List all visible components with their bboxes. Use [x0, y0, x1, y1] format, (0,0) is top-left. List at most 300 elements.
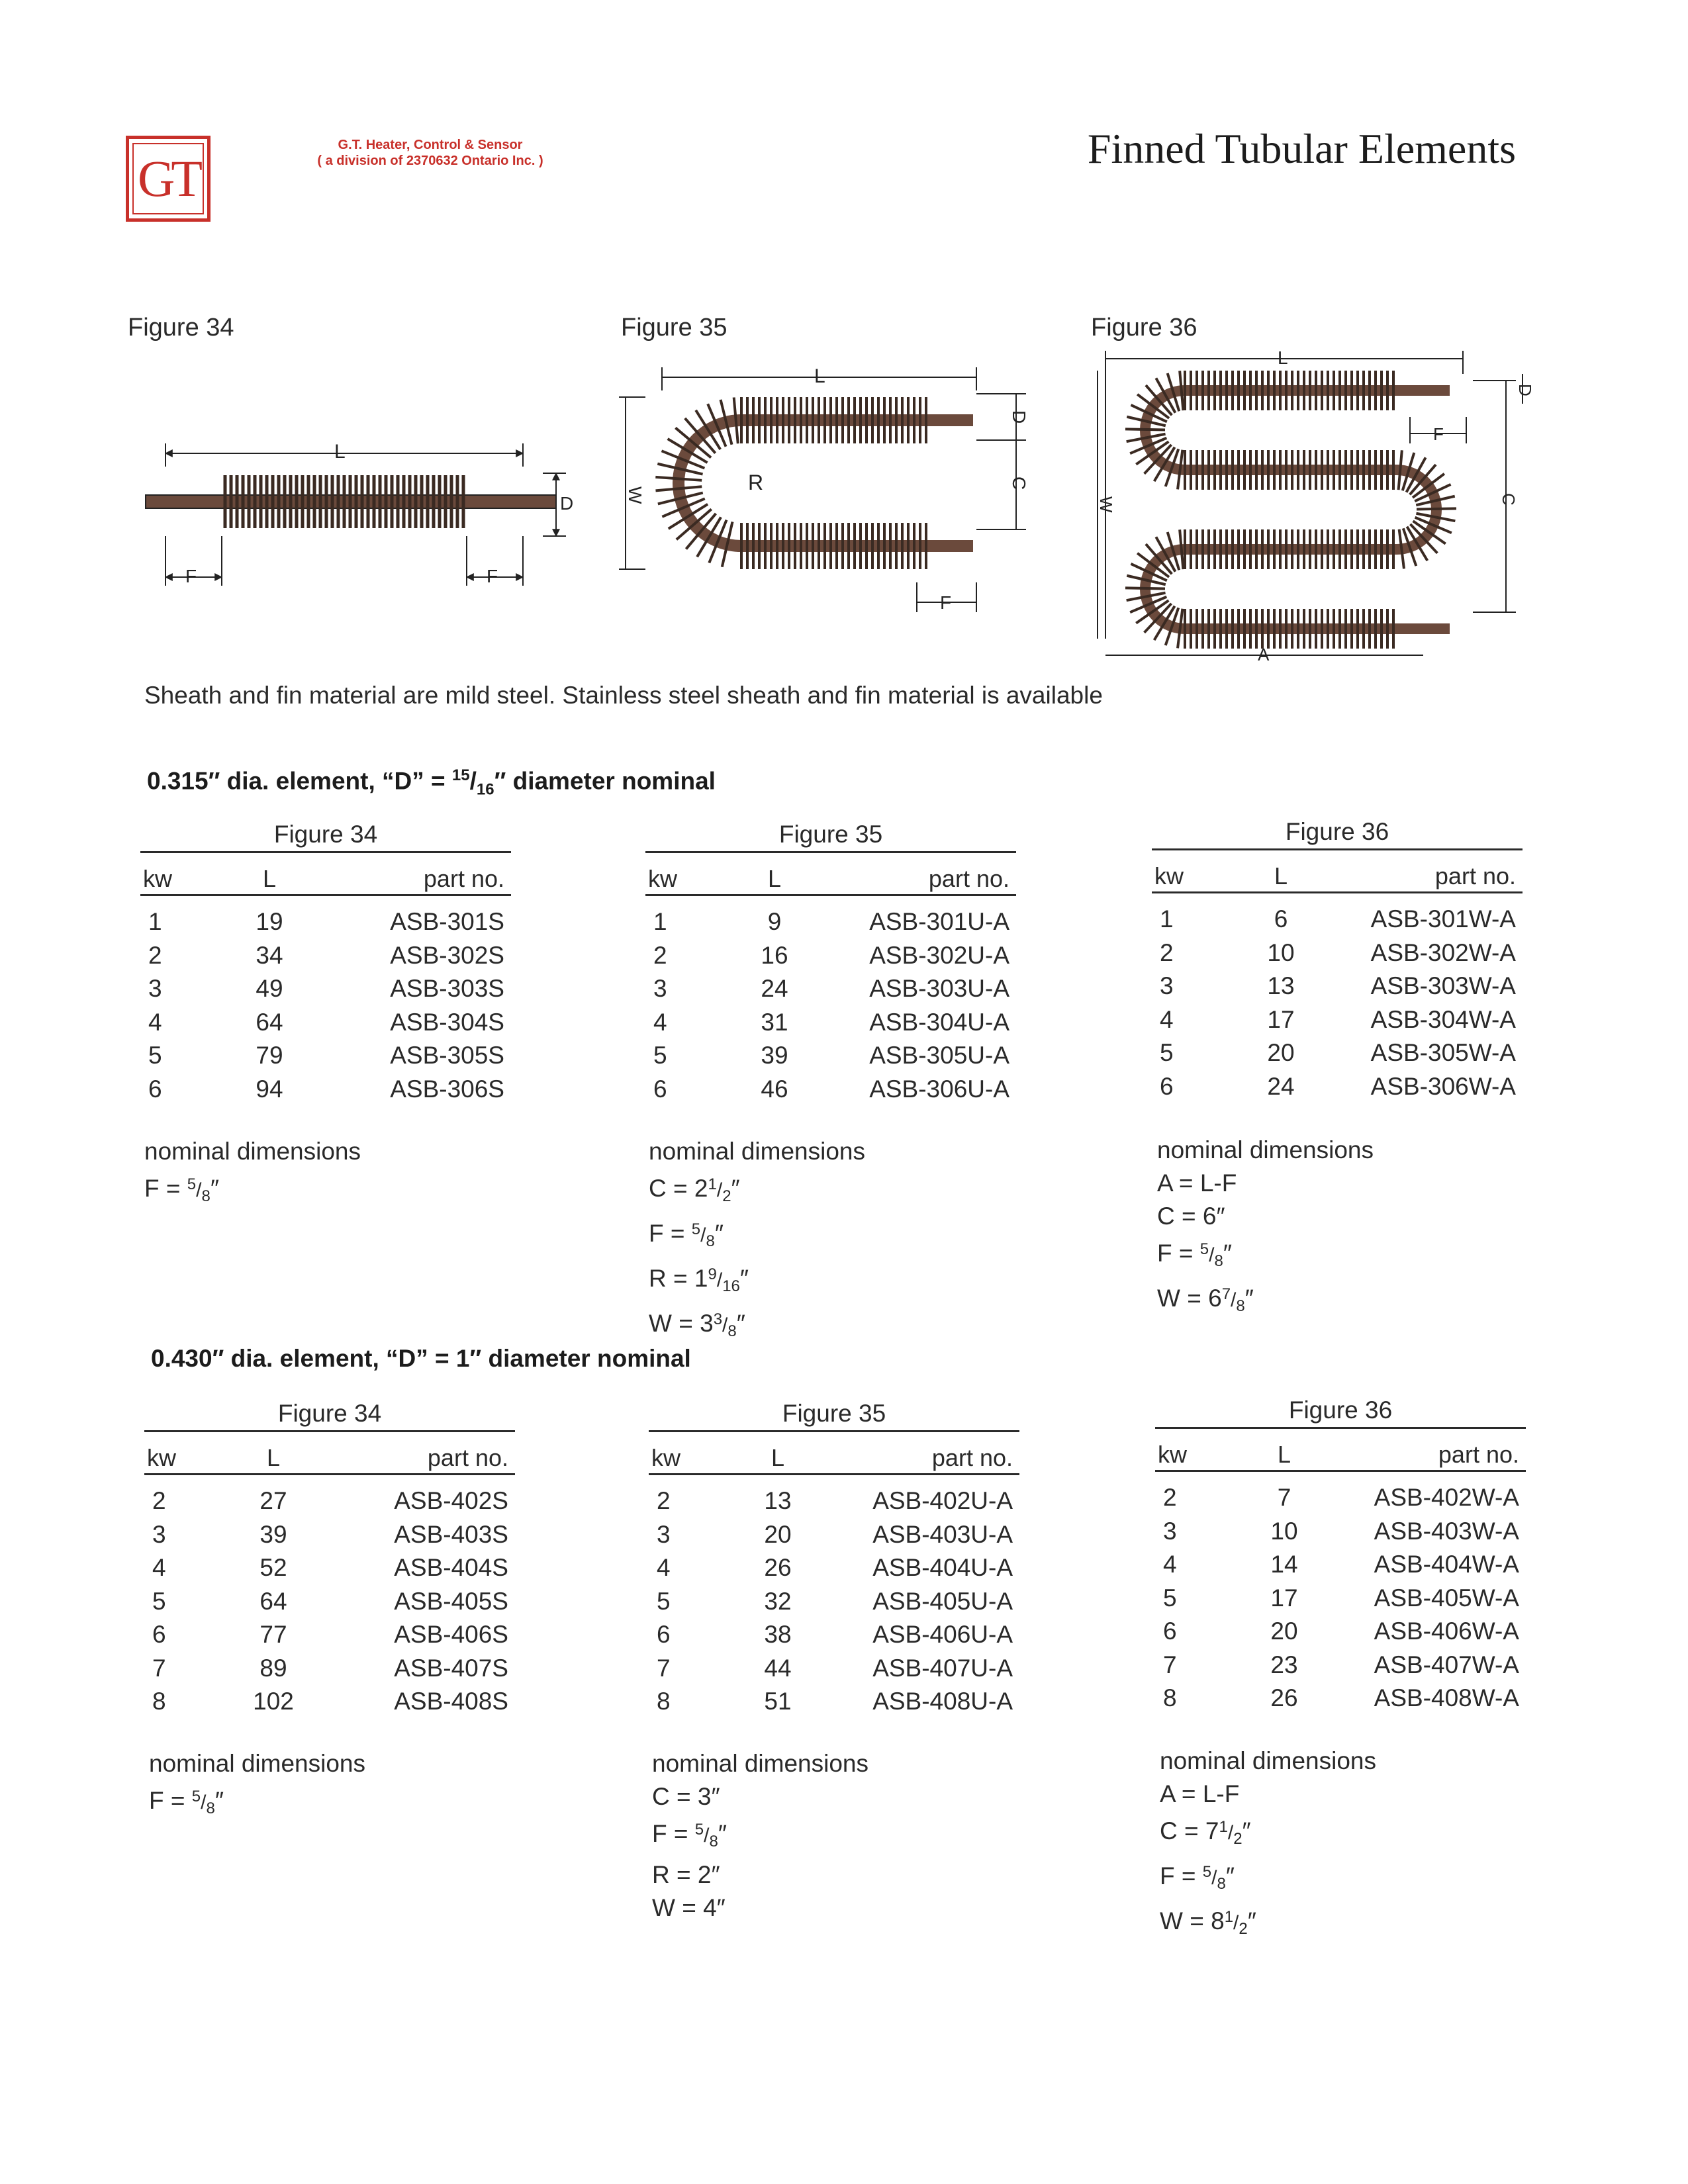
table-cell: 1	[148, 908, 162, 935]
fin	[1180, 371, 1183, 410]
dimension-label: C	[1157, 1203, 1175, 1230]
table-cell: 1	[653, 908, 667, 935]
equals-sign: =	[671, 1310, 700, 1337]
table-row	[1155, 1481, 1526, 1515]
dimension-label: R	[649, 1265, 667, 1292]
dimension-fraction	[691, 1220, 715, 1250]
section-heading-text: 0.430″ dia. element, “D” = 1″ diameter nominal	[151, 1345, 691, 1372]
dimension-fraction	[1224, 1908, 1248, 1938]
table-cell: 77	[259, 1621, 287, 1648]
table-cell: 46	[761, 1075, 788, 1103]
dimension-fraction	[694, 1821, 718, 1850]
dimension-line	[652, 1858, 868, 1891]
fraction-numerator: 1	[708, 1175, 717, 1193]
table-cell: 2	[148, 941, 162, 969]
column-header: part no.	[931, 1444, 1013, 1471]
dimension-fraction	[191, 1788, 215, 1817]
table-cell: 5	[1163, 1584, 1177, 1612]
table-cell: 4	[653, 1008, 667, 1036]
dimension-value: 2″	[697, 1861, 720, 1888]
table-fig34-0315	[140, 821, 511, 1106]
column-header: part no.	[423, 865, 504, 892]
table-row	[1152, 936, 1523, 970]
table-row	[645, 1006, 1016, 1040]
table-cell: ASB-304W-A	[1370, 1005, 1516, 1033]
table-fig36-0315	[1152, 818, 1523, 1103]
table-header-row	[1155, 1429, 1526, 1472]
dimension-value: 3″	[697, 1783, 720, 1810]
section-heading-0315: 0.315″ dia. element, “D” = $^{15}/_{16}''$ diameter nominal	[147, 766, 716, 799]
dimension-line	[649, 1213, 865, 1258]
table-row	[140, 939, 511, 973]
table-cell: ASB-406W-A	[1374, 1617, 1519, 1645]
table-cell: 24	[1267, 1072, 1295, 1100]
table-cell: 27	[259, 1487, 287, 1514]
fraction-slash: /	[1227, 1822, 1234, 1844]
dims-fig35-0315	[649, 1135, 865, 1348]
table-header-row	[140, 853, 511, 896]
table-cell: 24	[761, 975, 788, 1002]
dimension-line	[652, 1891, 868, 1925]
table-cell: 31	[761, 1008, 788, 1036]
dims-title: nominal dimensions	[144, 1138, 361, 1165]
dim-L-label: L	[1278, 347, 1288, 368]
fin	[1125, 429, 1165, 430]
dimension-line	[649, 1168, 865, 1213]
dim-F-label: F	[487, 566, 498, 586]
dimension-whole: 2	[694, 1175, 708, 1202]
equals-sign: =	[1174, 1862, 1203, 1889]
table-cell: 1	[1160, 905, 1174, 933]
table-fig35-0315	[645, 821, 1016, 1106]
company-name	[291, 137, 569, 169]
dimension-label: A	[1160, 1780, 1175, 1807]
table-row	[1155, 1582, 1526, 1615]
table-cell: 102	[253, 1688, 294, 1715]
fraction-numerator: 5	[191, 1788, 201, 1805]
table-cell: 89	[259, 1654, 287, 1682]
company-name-line1: G.T. Heater, Control & Sensor	[338, 138, 523, 152]
table-row	[649, 1652, 1019, 1686]
table-cell: ASB-402U-A	[872, 1487, 1013, 1514]
inch-mark: ″	[731, 1175, 740, 1202]
table-cell: ASB-303U-A	[869, 975, 1009, 1002]
table-cell: 3	[657, 1520, 671, 1548]
table-body	[645, 896, 1016, 1106]
table-row	[140, 1039, 511, 1073]
table-row	[1152, 1036, 1523, 1070]
table-cell: ASB-305U-A	[869, 1042, 1009, 1069]
table-cell: ASB-304S	[390, 1008, 504, 1036]
dimension-label: F	[1157, 1240, 1172, 1267]
dimension-value: L-F	[1202, 1780, 1240, 1807]
table-cell: 2	[653, 941, 667, 969]
dim-C-label: C	[1499, 493, 1519, 506]
table-row	[140, 1073, 511, 1107]
fraction-numerator: 5	[1202, 1863, 1212, 1881]
table-cell: 9	[767, 908, 782, 935]
table-cell: 6	[657, 1621, 671, 1648]
dim-L-label: L	[334, 441, 346, 463]
figure-34-diagram	[132, 424, 583, 596]
table-title: Figure 34	[144, 1400, 515, 1432]
dimension-whole: 8	[1211, 1907, 1225, 1934]
table-cell: 2	[1163, 1484, 1177, 1511]
table-cell: ASB-403S	[394, 1520, 508, 1548]
table-cell: ASB-302U-A	[869, 941, 1009, 969]
table-cell: ASB-303S	[390, 975, 504, 1002]
table-body	[140, 896, 511, 1106]
fraction-numerator: 5	[1199, 1240, 1209, 1258]
table-cell: 8	[657, 1688, 671, 1715]
table-row	[144, 1484, 515, 1518]
table-cell: ASB-406U-A	[872, 1621, 1013, 1648]
inch-mark: ″	[1244, 1285, 1254, 1312]
column-header: part no.	[427, 1444, 508, 1471]
fraction-numerator: 5	[691, 1220, 701, 1238]
table-cell: 64	[256, 1008, 283, 1036]
figure-36-label: Figure 36	[1091, 314, 1197, 341]
table-row	[144, 1618, 515, 1652]
table-row	[645, 972, 1016, 1006]
fraction-slash: /	[716, 1269, 723, 1291]
table-cell: ASB-305W-A	[1370, 1039, 1516, 1066]
dimension-fraction	[708, 1175, 731, 1205]
table-cell: 14	[1270, 1551, 1298, 1578]
dimension-label: C	[652, 1783, 670, 1810]
dimension-value: 6″	[1202, 1203, 1225, 1230]
table-cell: ASB-404U-A	[872, 1554, 1013, 1581]
table-cell: ASB-407S	[394, 1654, 508, 1682]
fraction-denominator: 8	[1236, 1297, 1245, 1315]
table-cell: ASB-301S	[390, 908, 504, 935]
dimension-label: F	[652, 1820, 667, 1847]
dim-F-label: F	[185, 566, 197, 586]
table-row	[140, 1006, 511, 1040]
fraction-numerator: 1	[1224, 1908, 1234, 1926]
column-header: part no.	[928, 865, 1009, 892]
table-row	[649, 1484, 1019, 1518]
table-cell: 4	[1163, 1551, 1177, 1578]
column-header: kw	[648, 865, 677, 892]
inch-mark: ″	[736, 1310, 745, 1337]
inch-mark: ″	[1247, 1907, 1256, 1934]
table-cell: 94	[256, 1075, 283, 1103]
dimension-line	[1157, 1233, 1374, 1278]
dims-fig36-0315	[1157, 1134, 1374, 1323]
table-body	[144, 1475, 515, 1719]
equals-sign: =	[1182, 1907, 1211, 1934]
table-row	[1155, 1515, 1526, 1549]
table-cell: 17	[1267, 1005, 1295, 1033]
table-cell: ASB-302S	[390, 941, 504, 969]
table-cell: ASB-403W-A	[1374, 1517, 1519, 1545]
table-row	[649, 1618, 1019, 1652]
table-cell: 7	[657, 1654, 671, 1682]
dims-fig34-0430	[149, 1747, 365, 1825]
fraction-slash: /	[1211, 1867, 1217, 1889]
fraction-denominator: 8	[206, 1799, 215, 1817]
table-header-row	[649, 1432, 1019, 1475]
table-cell: ASB-404W-A	[1374, 1551, 1519, 1578]
figure-34-label: Figure 34	[128, 314, 234, 341]
dimension-whole: 3	[700, 1310, 714, 1337]
dimension-fraction	[708, 1265, 740, 1295]
table-row	[144, 1585, 515, 1619]
table-row	[645, 939, 1016, 973]
column-header: kw	[1154, 862, 1184, 889]
table-cell: 23	[1270, 1651, 1298, 1678]
table-cell: 4	[1160, 1005, 1174, 1033]
table-cell: 10	[1267, 938, 1295, 966]
dimension-line	[1160, 1778, 1376, 1811]
fraction-slash: /	[196, 1179, 202, 1201]
table-row	[144, 1551, 515, 1585]
dimension-line	[649, 1303, 865, 1348]
table-cell: ASB-301W-A	[1370, 905, 1516, 933]
page-title: Finned Tubular Elements	[1087, 125, 1516, 172]
dim-A-label: A	[1258, 645, 1270, 664]
column-header: kw	[1158, 1441, 1187, 1468]
table-cell: ASB-408U-A	[872, 1688, 1013, 1715]
table-row	[645, 1073, 1016, 1107]
table-cell: 7	[1277, 1484, 1291, 1511]
table-cell: 64	[259, 1587, 287, 1615]
dims-title: nominal dimensions	[649, 1138, 866, 1165]
inch-mark: ″	[210, 1175, 219, 1202]
table-cell: ASB-306U-A	[869, 1075, 1009, 1103]
table-cell: ASB-303W-A	[1370, 972, 1516, 999]
table-title: Figure 36	[1152, 818, 1523, 850]
table-cell: 2	[657, 1487, 671, 1514]
equals-sign: =	[666, 1175, 694, 1202]
table-cell: 39	[761, 1042, 788, 1069]
dim-F-label: F	[1433, 424, 1444, 444]
fraction-slash: /	[704, 1825, 710, 1846]
table-cell: 4	[657, 1554, 671, 1581]
fraction-denominator: 8	[1214, 1252, 1223, 1270]
table-row	[1155, 1548, 1526, 1582]
dimension-fraction	[1219, 1818, 1243, 1848]
equals-sign: =	[1180, 1285, 1209, 1312]
equals-sign: =	[1174, 1780, 1203, 1807]
table-cell: 13	[764, 1487, 792, 1514]
dims-fig36-0430	[1160, 1745, 1376, 1946]
table-cell: ASB-405U-A	[872, 1587, 1013, 1615]
table-cell: 20	[764, 1520, 792, 1548]
dimension-fraction	[1199, 1240, 1223, 1270]
table-cell: 26	[1270, 1684, 1298, 1711]
table-cell: 16	[761, 941, 788, 969]
table-cell: 6	[1274, 905, 1288, 933]
table-row	[645, 1039, 1016, 1073]
dim-L-label: L	[814, 365, 825, 387]
table-cell: 4	[152, 1554, 166, 1581]
dimension-line	[649, 1258, 865, 1303]
fraction-numerator: 1	[1219, 1818, 1228, 1836]
column-header: kw	[143, 865, 172, 892]
table-cell: ASB-405W-A	[1374, 1584, 1519, 1612]
fin	[1180, 529, 1183, 569]
dims-title: nominal dimensions	[1160, 1747, 1377, 1774]
table-cell: 5	[1160, 1039, 1174, 1066]
table-cell: ASB-405S	[394, 1587, 508, 1615]
dims-title: nominal dimensions	[652, 1750, 869, 1777]
table-body	[1155, 1472, 1526, 1715]
table-cell: 7	[1163, 1651, 1177, 1678]
fin	[1399, 450, 1402, 490]
table-fig34-0430	[144, 1400, 515, 1719]
table-cell: 3	[148, 975, 162, 1002]
table-cell: 3	[1163, 1517, 1177, 1545]
fin	[655, 477, 702, 480]
table-body	[1152, 893, 1523, 1103]
dimension-label: C	[1160, 1817, 1178, 1844]
company-logo	[126, 136, 211, 222]
equals-sign: =	[1174, 1203, 1203, 1230]
table-cell: 13	[1267, 972, 1295, 999]
dim-C-label: C	[1009, 477, 1029, 490]
table-cell: 6	[653, 1075, 667, 1103]
table-cell: 51	[764, 1688, 792, 1715]
table-title: Figure 34	[140, 821, 511, 853]
equals-sign: =	[1177, 1817, 1205, 1844]
fraction-denominator: 2	[722, 1187, 731, 1205]
dimension-label: R	[652, 1861, 670, 1888]
table-cell: ASB-404S	[394, 1554, 508, 1581]
table-cell: 6	[1163, 1617, 1177, 1645]
dimension-line	[1157, 1167, 1374, 1200]
column-header: L	[771, 1444, 785, 1471]
material-note: Sheath and fin material are mild steel. Stainless steel sheath and fin material is available	[144, 682, 1103, 709]
dim-W-label: W	[1096, 496, 1116, 513]
inch-mark: ″	[714, 1220, 724, 1247]
fraction-denominator: 8	[1217, 1875, 1226, 1893]
equals-sign: =	[675, 1894, 704, 1921]
dimension-fraction	[1221, 1285, 1245, 1315]
dimension-label: F	[1160, 1862, 1175, 1889]
fraction-denominator: 16	[722, 1277, 740, 1295]
table-cell: 17	[1270, 1584, 1298, 1612]
inch-mark: ″	[1225, 1862, 1235, 1889]
company-name-line2: ( a division of 2370632 Ontario Inc. )	[317, 154, 543, 168]
table-header-row	[1152, 850, 1523, 893]
table-row	[144, 1518, 515, 1552]
dimension-whole: 7	[1205, 1817, 1219, 1844]
equals-sign: =	[669, 1783, 698, 1810]
fraction-denominator: 2	[1239, 1920, 1248, 1938]
dim-D-label: D	[1515, 384, 1535, 396]
dim-D-label: D	[560, 493, 574, 514]
table-row	[1152, 1070, 1523, 1104]
section-heading-frac-num: 15	[451, 766, 470, 784]
table-cell: 49	[256, 975, 283, 1002]
column-header: L	[266, 1444, 281, 1471]
inch-mark: ″	[718, 1820, 727, 1847]
equals-sign: =	[667, 1820, 695, 1847]
table-header-row	[645, 853, 1016, 896]
dimension-fraction	[713, 1310, 737, 1340]
inch-mark: ″	[739, 1265, 749, 1292]
dimension-fraction	[1202, 1863, 1226, 1893]
table-cell: ASB-402S	[394, 1487, 508, 1514]
table-cell: 6	[152, 1621, 166, 1648]
table-fig36-0430	[1155, 1396, 1526, 1715]
fraction-denominator: 8	[727, 1322, 737, 1340]
equals-sign: =	[1172, 1240, 1200, 1267]
column-header: L	[262, 865, 277, 892]
table-cell: 7	[152, 1654, 166, 1682]
table-cell: 2	[1160, 938, 1174, 966]
dimension-whole: 1	[694, 1265, 708, 1292]
fraction-slash: /	[722, 1314, 728, 1336]
table-cell: 5	[653, 1042, 667, 1069]
equals-sign: =	[159, 1175, 187, 1202]
dimension-whole: 6	[1208, 1285, 1222, 1312]
table-row	[649, 1518, 1019, 1552]
table-title: Figure 35	[649, 1400, 1019, 1432]
dims-fig34-0315	[144, 1135, 361, 1213]
column-header: part no.	[1438, 1441, 1519, 1468]
table-cell: ASB-306S	[390, 1075, 504, 1103]
table-cell: 34	[256, 941, 283, 969]
dimension-line	[1157, 1278, 1374, 1323]
table-cell: 39	[259, 1520, 287, 1548]
table-row	[144, 1685, 515, 1719]
dimension-line	[1160, 1856, 1376, 1901]
dims-title: nominal dimensions	[149, 1750, 366, 1777]
equals-sign: =	[666, 1265, 694, 1292]
table-cell: 3	[653, 975, 667, 1002]
table-cell: ASB-402W-A	[1374, 1484, 1519, 1511]
inch-mark: ″	[1223, 1240, 1232, 1267]
table-cell: ASB-302W-A	[1370, 938, 1516, 966]
fraction-slash: /	[1233, 1912, 1239, 1934]
table-cell: 32	[764, 1587, 792, 1615]
column-header: L	[1277, 1441, 1291, 1468]
table-cell: ASB-304U-A	[869, 1008, 1009, 1036]
table-row	[1155, 1649, 1526, 1682]
fin	[1417, 508, 1456, 509]
table-cell: ASB-407U-A	[872, 1654, 1013, 1682]
figure-35-label: Figure 35	[621, 314, 727, 341]
dimension-line	[1160, 1901, 1376, 1946]
table-cell: 26	[764, 1554, 792, 1581]
column-header: kw	[147, 1444, 176, 1471]
column-header: L	[1274, 862, 1288, 889]
dimension-line	[149, 1780, 365, 1825]
table-row	[649, 1551, 1019, 1585]
fraction-denominator: 8	[709, 1833, 718, 1850]
dimension-fraction	[187, 1175, 211, 1205]
table-row	[140, 905, 511, 939]
dimension-line	[652, 1780, 868, 1813]
table-row	[649, 1585, 1019, 1619]
fraction-denominator: 8	[201, 1187, 211, 1205]
logo-text: GT	[132, 143, 204, 214]
table-cell: 20	[1270, 1617, 1298, 1645]
table-cell: 44	[764, 1654, 792, 1682]
dimension-line	[1160, 1811, 1376, 1856]
table-row	[1155, 1682, 1526, 1715]
fraction-numerator: 5	[187, 1175, 197, 1193]
fraction-slash: /	[1209, 1244, 1215, 1266]
table-cell: 5	[148, 1042, 162, 1069]
dim-R-label: R	[748, 471, 764, 494]
fraction-numerator: 3	[713, 1310, 723, 1328]
table-cell: 6	[1160, 1072, 1174, 1100]
dimension-line	[1157, 1200, 1374, 1233]
